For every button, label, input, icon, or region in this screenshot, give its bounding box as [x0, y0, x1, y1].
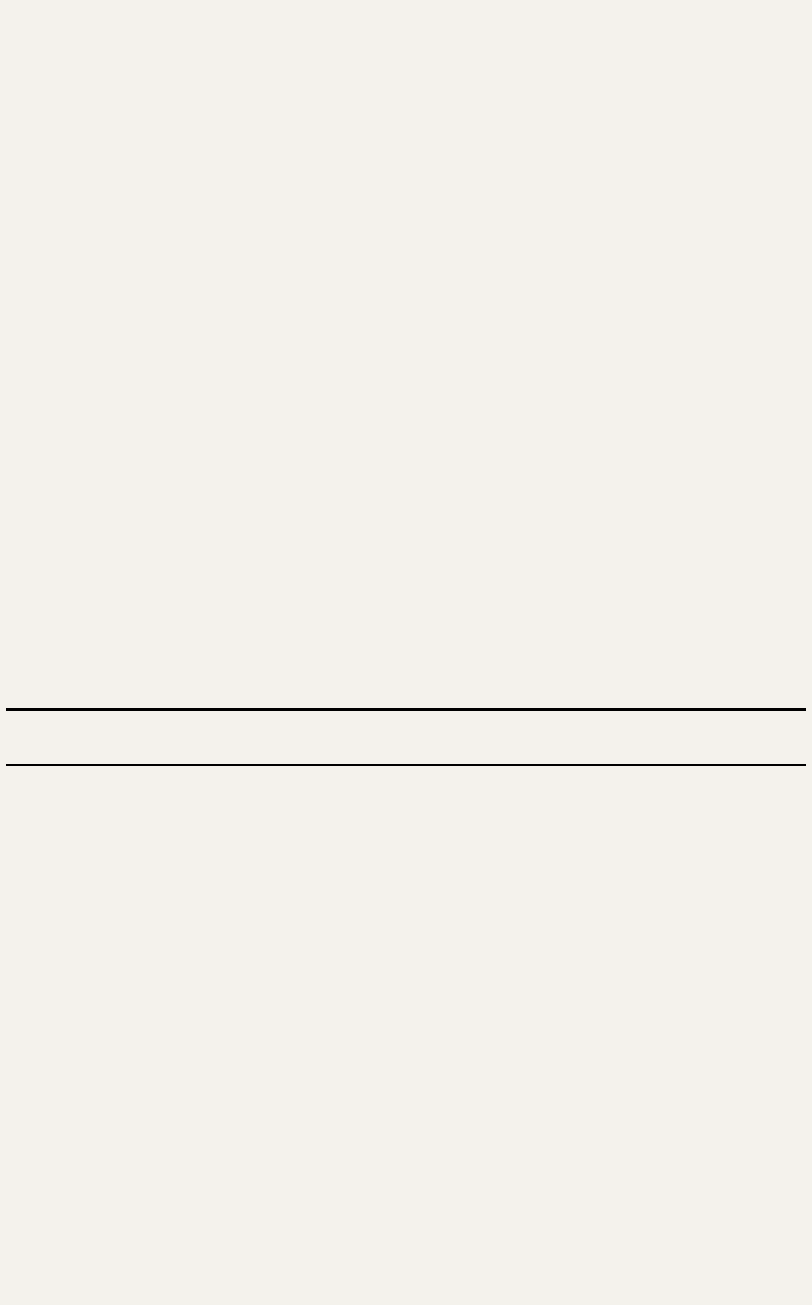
service-guide-columns [6, 769, 806, 1301]
page-header [6, 4, 806, 18]
home-service-guide-banner [6, 708, 806, 766]
help-wanted-columns [6, 20, 806, 707]
